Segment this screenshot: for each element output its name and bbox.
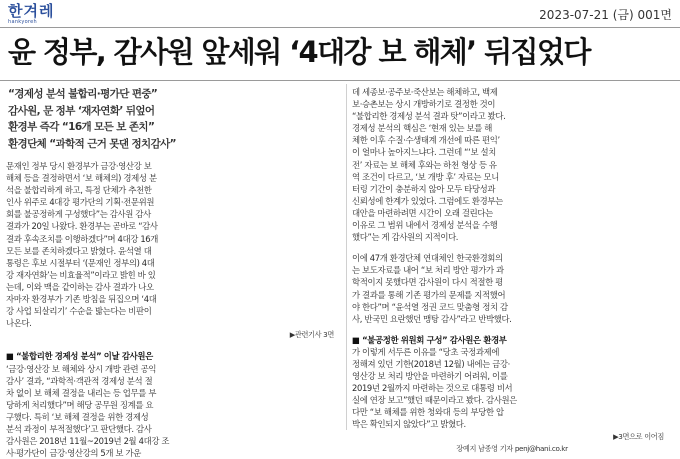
- body-line: 문재인 정부 당시 환경부가 금강·영산강 보: [6, 161, 152, 171]
- body-line: 결과가 20일 나왔다. 환경부는 곧바로 “감사: [6, 221, 158, 232]
- body-line: 가 결과를 통해 기존 평가의 문제를 지적했어: [352, 289, 506, 300]
- body-line: 학적이지 못했다면 감사원이 다시 적절한 평: [352, 277, 503, 288]
- body-line: 감사원은 2018년 11월~2019년 2월 4대강 조: [6, 436, 170, 447]
- paragraph-gap: [352, 325, 672, 334]
- page-dateline: 2023-07-21 (금) 001면: [539, 8, 672, 22]
- body-line: 전’ 자료는 보 해체 후와는 하천 형상 등 유: [352, 159, 497, 170]
- byline: 장예지 남종영 기자 penj@hani.co.kr: [456, 443, 568, 453]
- body-line: 2019년 2월까지 마련하는 것으로 대통령 비서: [352, 383, 513, 394]
- subhead: 환경부 즉각 “16개 모든 보 존치”: [8, 121, 155, 133]
- right-column: [352, 86, 672, 455]
- body-line: ■ “불공정한 위원회 구성” 감사원은 환경부: [352, 334, 507, 345]
- article-body-left: [6, 160, 342, 459]
- body-line: ■ “불합리한 경제성 분석” 이날 감사원은: [6, 351, 153, 362]
- body-line: 신뢰성에 한계가 있었다. 그럼에도 환경부는: [352, 195, 503, 206]
- body-line: 이유로 그 범위 내에서 경제성 분석을 수행: [352, 220, 498, 231]
- body-line: 터링 기간이 충분하지 않아 모두 타당성과: [352, 183, 496, 194]
- body-line: 분석 과정이 부적절했다’고 판단했다. 감사: [6, 423, 152, 434]
- body-line: 정해져 있던 기한(2018년 12월) 내에는 금강·: [352, 358, 510, 369]
- body-line: 이에 47개 환경단체 연대체인 한국환경회의: [352, 253, 503, 264]
- body-line: 나온다.: [6, 318, 32, 329]
- body-line: 영산강 보 처리 방안을 마련하기 어려워, 이를: [352, 371, 508, 382]
- body-line: 했다”는 게 감사원의 지적이다.: [352, 232, 459, 243]
- body-line: 경제성 분석의 핵심은 ‘현재 있는 보를 해: [352, 123, 493, 134]
- body-line: 통령은 후보 시절부터 ‘(문재인 정부의) 4대: [6, 257, 155, 268]
- body-line: 석을 불합리하게 하고, 특정 단체가 추천한: [6, 185, 152, 196]
- body-line: 모든 보를 존치하겠다고 밝혔다. 윤석열 대: [6, 245, 152, 256]
- article-body-right: [352, 86, 672, 455]
- body-line: 강 사업 되살리기’ 수순을 밟는다는 비판이: [6, 306, 152, 317]
- body-line: 다만 “보 해체를 위한 청와대 등의 부당한 압: [352, 407, 504, 418]
- body-line: 사·평가단이 금강·영산강의 5개 보 가운: [6, 448, 141, 459]
- headline-rule: [0, 80, 680, 81]
- body-line: 이 얼마나 높아지느냐다. 그런데 “‘보 설치: [352, 147, 497, 158]
- masthead-logo: [8, 4, 68, 26]
- body-line: 구했다. 특히 ‘보 해체 결정을 위한 경제성: [6, 411, 149, 422]
- body-line: 박은 확인되지 않았다”고 밝혔다.: [352, 419, 466, 430]
- subhead: 감사원, 문 정부 ‘재자연화’ 뒤엎어: [8, 104, 155, 117]
- body-line: 차 없이 보 해체 결정을 내리는 등 업무를 부: [6, 387, 157, 398]
- body-line: 보·승촌보는 상시 개방하기로 결정한 것이: [352, 99, 496, 110]
- headline: 윤 정부, 감사원 앞세워 ‘4대강 보 해체’ 뒤집었다: [8, 35, 590, 69]
- body-line: 인사 위주로 4대강 평가단의 기획·전문위원: [6, 197, 155, 208]
- subheads: [6, 86, 342, 152]
- body-line: 해체 등을 결정하면서 ‘보 해체의) 경제성 분: [6, 173, 157, 184]
- body-line: 당하게 처리했다”며 해당 공무원 징계를 요: [6, 399, 154, 410]
- body-line: 체한 이후 수질·수생태계 개선에 따른 편익’: [352, 135, 500, 146]
- body-line: 회를 불공정하게 구성했다”는 감사원 감사: [6, 209, 151, 220]
- logo-text: 한겨레: [8, 2, 55, 20]
- paragraph-gap: [6, 341, 342, 350]
- body-line: 대안을 마련하려면 시간이 오래 걸린다는: [352, 207, 493, 218]
- left-column: [6, 86, 342, 459]
- paragraph-gap: [352, 243, 672, 252]
- body-line: 감사’ 결과, “과학적·객관적 경제성 분석 절: [6, 375, 153, 386]
- body-line: 가 이렇게 서두른 이유를 “당초 국정과제에: [352, 346, 500, 357]
- body-line: 자마자 환경부가 기존 방침을 뒤집으며 ‘4대: [6, 294, 157, 305]
- body-line: 실에 연장 보고”했던 때문이라고 봤다. 감사원은: [352, 395, 517, 406]
- body-line: 사, 반국민 요란했던 맹탕 감사”라고 반박했다.: [352, 313, 512, 324]
- body-line: 데 세종보·공주보·죽산보는 해체하고, 백제: [352, 87, 498, 97]
- subhead: “경제성 분석 불합리·평가단 편중”: [8, 88, 158, 100]
- body-line: 는데, 이와 맥을 같이하는 감사 결과가 나오: [6, 281, 154, 292]
- top-rule: [0, 27, 680, 28]
- body-line: 역 조건이 다르고, ‘보 개방 후’ 자료는 모니: [352, 171, 499, 182]
- related-article-note: ▶관련기사 3면: [289, 330, 334, 340]
- body-line: “불합리한 경제성 분석 결과 탓”이라고 봤다.: [352, 111, 506, 122]
- body-line: 결과 후속조치를 이행하겠다”며 4대강 16개: [6, 233, 159, 244]
- continued-note: ▶3면으로 이어짐: [613, 431, 664, 441]
- body-line: 야 한다”며 “윤석열 정권 코드 맞춤형 정치 감: [352, 301, 508, 312]
- body-line: ‘금강·영산강 보 해체와 상시 개방 관련 공익: [6, 363, 157, 374]
- body-line: 는 보도자료를 내어 “보 처리 방안 평가가 과: [352, 265, 504, 276]
- body-line: 강 재자연화’는 비효율적”이라고 밝힌 바 있: [6, 269, 156, 280]
- logo-subtitle: hankyoreh: [8, 19, 38, 25]
- column-divider: [346, 84, 347, 430]
- subhead: 환경단체 “과학적 근거 못댄 정치감사”: [8, 137, 176, 150]
